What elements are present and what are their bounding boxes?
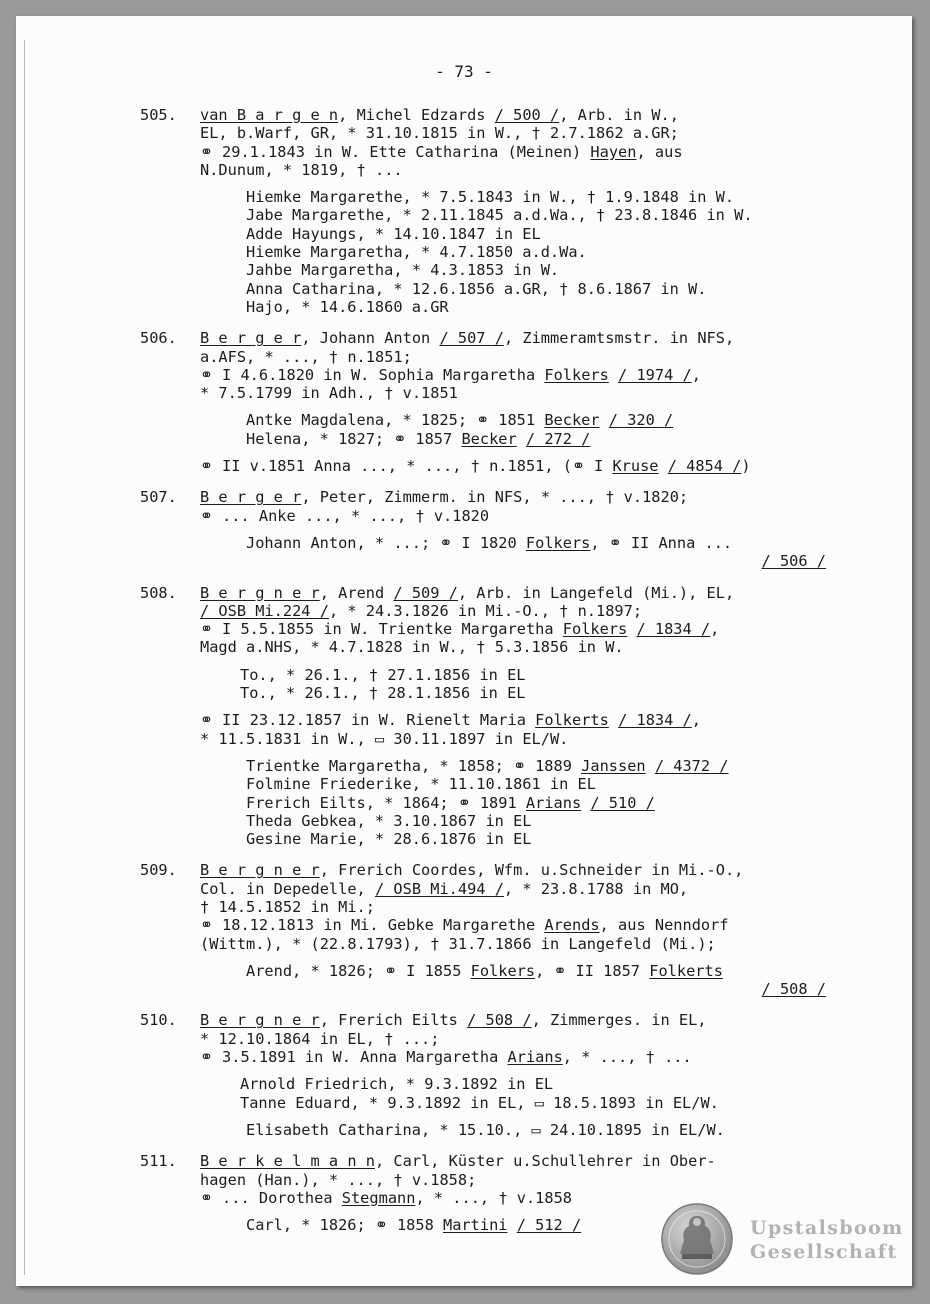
logo-text	[750, 1216, 904, 1264]
text-run: , Johann Anton	[301, 329, 440, 348]
text-run: Magd a.NHS, * 4.7.1828 in W., † 5.3.1856 in W.	[200, 638, 624, 657]
text-run: Gesine Marie, * 28.6.1876 in EL	[246, 830, 532, 849]
text-run: , Frerich Coordes, Wfm. u.Schneider in Mi.-O.,	[319, 861, 744, 880]
entry-507	[140, 488, 880, 570]
entry-line	[200, 488, 880, 506]
text-run: Elisabeth Catharina, * 15.10., ▭ 24.10.1895 in EL/W.	[246, 1120, 725, 1139]
underlined-text: B e r g n e r	[200, 861, 320, 880]
text-run: , * 23.8.1788 in MO,	[503, 879, 689, 898]
underlined-text: Stegmann	[341, 1188, 416, 1207]
entry-number: 505.	[140, 106, 177, 124]
text-run	[659, 457, 668, 475]
underlined-text: / 510 /	[590, 793, 655, 812]
text-run: EL, b.Warf, GR, * 31.10.1815 in W., † 2.7.1862 a.GR;	[200, 124, 679, 143]
text-run: , ⚭ II 1857	[535, 961, 650, 980]
child-line	[200, 830, 880, 848]
entry-number: 511.	[140, 1152, 177, 1171]
child-line: Anna Catharina, * 12.6.1856 a.GR, † 8.6.1867 in W.	[246, 279, 707, 298]
underlined-text: Folkerts	[535, 711, 609, 730]
spacer	[200, 1112, 880, 1121]
underlined-text: Folkerts	[649, 961, 723, 980]
entry-line	[200, 916, 880, 934]
text-run: a.AFS, * ..., † n.1851;	[200, 347, 412, 366]
text-run: ,	[691, 365, 701, 384]
underlined-text: B e r g n e r	[200, 583, 320, 602]
underlined-text: Kruse	[612, 457, 659, 476]
text-run: , Arend	[319, 583, 394, 602]
underlined-text: B e r g e r	[200, 488, 302, 507]
text-run: ,	[710, 620, 720, 639]
entry-line	[200, 602, 880, 620]
underlined-text: Janssen	[581, 756, 646, 775]
text-run: , * ..., † ...	[562, 1048, 692, 1067]
entry-line	[200, 384, 880, 402]
underlined-text: B e r k e l m a n n	[200, 1152, 375, 1171]
entry-line	[200, 861, 880, 879]
entry-line	[200, 161, 880, 179]
text-run: Folmine Friederike, * 11.10.1861 in EL	[246, 775, 596, 794]
entry-line	[200, 898, 880, 916]
text-run: ,	[691, 711, 701, 730]
entry-list	[140, 106, 880, 1247]
child-line	[200, 430, 880, 448]
underlined-text: / OSB Mi.494 /	[374, 879, 504, 898]
text-run: ⚭ 18.12.1813 in Mi. Gebke Margarethe	[200, 916, 545, 935]
underlined-text: Becker	[461, 429, 517, 448]
text-run: Helena, * 1827; ⚭ 1857	[246, 429, 462, 448]
entry-509	[140, 861, 880, 998]
text-run: hagen (Han.), * ..., † v.1858;	[200, 1170, 477, 1189]
child-line	[200, 534, 880, 552]
text-run: , Zimmeramtsmstr. in NFS,	[503, 329, 735, 348]
text-run: * 11.5.1831 in W., ▭ 30.11.1897 in EL/W.	[200, 729, 569, 748]
underlined-text: / 507 /	[439, 329, 504, 348]
entry-506	[140, 329, 880, 475]
entry-line	[200, 1048, 880, 1066]
underlined-text: Folkers	[470, 961, 536, 980]
entry-510	[140, 1011, 880, 1139]
entry-number: 507.	[140, 488, 177, 507]
text-run: , Peter, Zimmerm. in NFS, * ..., † v.1820;	[301, 488, 689, 507]
text-run: Trientke Margaretha, * 1858; ⚭ 1889	[246, 756, 582, 775]
underlined-text: / 509 /	[393, 583, 458, 602]
text-run: ⚭ II 23.12.1857 in W. Rienelt Maria	[200, 711, 536, 730]
child-line	[200, 812, 880, 830]
text-run: ⚭ I 5.5.1855 in W. Trientke Margaretha	[200, 620, 563, 639]
underlined-text: / 1974 /	[618, 365, 692, 384]
text-run: , Arb. in W.,	[559, 106, 679, 124]
underlined-text: Arians	[525, 793, 582, 812]
text-run: , aus	[636, 142, 683, 161]
text-run: , Frerich Eilts	[319, 1011, 468, 1030]
underlined-text: Folkers	[525, 533, 591, 552]
child-line: Jabe Margarethe, * 2.11.1845 a.d.Wa., † 23.8.1846 in W.	[246, 206, 753, 225]
text-run: (Wittm.), * (22.8.1793), † 31.7.1866 in Langefeld (Mi.);	[200, 934, 716, 953]
underlined-text: Arians	[507, 1048, 563, 1067]
society-logo	[660, 1202, 904, 1280]
child-line: Hajo, * 14.6.1860 a.GR	[246, 297, 449, 316]
text-run: ⚭ ... Dorothea	[200, 1188, 342, 1207]
text-run	[581, 794, 590, 812]
child-line: Hiemke Margarethe, * 7.5.1843 in W., † 1.9.1848 in W.	[246, 188, 735, 207]
entry-line	[200, 880, 880, 898]
entry-line	[200, 638, 880, 656]
entry-line	[200, 366, 880, 384]
entry-line	[200, 124, 880, 142]
spacer	[200, 448, 880, 457]
text-run	[507, 1216, 516, 1234]
underlined-text: Folkers	[562, 620, 628, 639]
underlined-text: / 272 /	[525, 429, 591, 448]
underlined-text: / 320 /	[608, 411, 674, 430]
text-run: , ⚭ II Anna ...	[590, 533, 733, 552]
text-run: Johann Anton, * ...; ⚭ I 1820	[246, 533, 526, 552]
entry-number: 509.	[140, 861, 177, 880]
entry-line	[200, 1030, 880, 1048]
text-run: , Carl, Küster u.Schullehrer in Ober-	[374, 1152, 716, 1171]
text-run: , Zimmerges. in EL,	[531, 1011, 707, 1030]
text-run: * 7.5.1799 in Adh., † v.1851	[200, 384, 458, 403]
underlined-text: B e r g n e r	[200, 1011, 320, 1030]
spacer	[200, 657, 880, 666]
entry-line	[200, 584, 880, 602]
text-run: ⚭ ... Anke ..., * ..., † v.1820	[200, 506, 490, 525]
child-line: Jahbe Margaretha, * 4.3.1853 in W.	[246, 261, 560, 280]
text-run: , Arb. in Langefeld (Mi.), EL,	[457, 583, 735, 602]
spacer	[200, 1066, 880, 1075]
text-run: Antke Magdalena, * 1825; ⚭ 1851	[246, 411, 545, 430]
entry-line	[200, 935, 880, 953]
text-run: )	[741, 457, 751, 476]
spacer	[200, 525, 880, 534]
underlined-text: Arends	[544, 916, 600, 935]
text-run	[609, 366, 618, 384]
entry-line	[200, 620, 880, 638]
entry-line	[200, 348, 880, 366]
twin-child: Tanne Eduard, * 9.3.1892 in EL, ▭ 18.5.1893 in EL/W.	[240, 1093, 719, 1112]
underlined-text: / 506 /	[761, 552, 826, 571]
underlined-text: B e r g e r	[200, 329, 302, 348]
text-run	[646, 757, 655, 775]
child-line	[200, 775, 880, 793]
twin-child: Arnold Friedrich, * 9.3.1892 in EL	[240, 1075, 554, 1094]
text-run: , aus Nenndorf	[599, 916, 729, 935]
underlined-text: / 1834 /	[636, 620, 711, 639]
text-run: Arend, * 1826; ⚭ I 1855	[246, 961, 471, 980]
text-run: , * ..., † v.1858	[415, 1188, 573, 1207]
underlined-text: / 1834 /	[618, 711, 692, 730]
text-run: Carl, * 1826; ⚭ 1858	[246, 1216, 444, 1235]
text-run: ⚭ I 4.6.1820 in W. Sophia Margaretha	[200, 365, 545, 384]
entry-number: 508.	[140, 583, 177, 602]
underlined-text: / 4372 /	[654, 756, 729, 775]
text-run: ⚭ 29.1.1843 in W. Ette Catharina (Meinen)	[200, 142, 591, 161]
entry-number: 510.	[140, 1011, 177, 1030]
spacer	[200, 953, 880, 962]
underlined-text: / 508 /	[467, 1011, 532, 1030]
margin-rule	[24, 40, 25, 1275]
entry-line	[200, 711, 880, 729]
text-run: † 14.5.1852 in Mi.;	[200, 897, 375, 916]
twin-child: To., * 26.1., † 27.1.1856 in EL	[240, 665, 526, 684]
spacer	[200, 748, 880, 757]
text-run: Theda Gebkea, * 3.10.1867 in EL	[246, 811, 532, 830]
child-line	[200, 757, 880, 775]
entry-line	[200, 1171, 880, 1189]
underlined-text: / 512 /	[516, 1216, 582, 1235]
spacer	[200, 402, 880, 411]
spacer	[200, 702, 880, 711]
child-line: Hiemke Margaretha, * 4.7.1850 a.d.Wa.	[246, 243, 587, 262]
document-page	[16, 16, 912, 1286]
child-line	[200, 411, 880, 429]
child-line: Adde Hayungs, * 14.10.1847 in EL	[246, 224, 541, 243]
spacer	[200, 179, 880, 188]
underlined-text: Martini	[443, 1216, 508, 1235]
text-run: Col. in Depedelle,	[200, 879, 375, 898]
seal-icon	[660, 1202, 734, 1276]
child-line	[200, 962, 880, 980]
underlined-text: van B a r g e n	[200, 106, 339, 124]
text-run: N.Dunum, * 1819, † ...	[200, 160, 403, 179]
text-run	[600, 411, 609, 429]
logo-line-2: Gesellschaft	[750, 1241, 898, 1263]
underlined-text: / 508 /	[761, 980, 826, 999]
text-run: , * 24.3.1826 in Mi.-O., † n.1897;	[328, 601, 643, 620]
entry-line	[200, 329, 880, 347]
entry-line	[200, 507, 880, 525]
entry-number: 506.	[140, 329, 177, 348]
text-run: Frerich Eilts, * 1864; ⚭ 1891	[246, 793, 526, 812]
entry-line	[200, 730, 880, 748]
logo-line-1: Upstalsboom	[750, 1217, 904, 1239]
text-run	[609, 711, 618, 729]
text-run: , Michel Edzards	[338, 106, 495, 124]
underlined-text: / OSB Mi.224 /	[200, 601, 329, 620]
text-run	[517, 430, 526, 448]
text-run: ⚭ 3.5.1891 in W. Anna Margaretha	[200, 1048, 508, 1067]
entry-508	[140, 584, 880, 849]
underlined-text: / 500 /	[494, 106, 560, 124]
text-run: ⚭ II v.1851 Anna ..., * ..., † n.1851, (⚭ I	[200, 457, 613, 476]
entry-line	[200, 457, 880, 475]
cross-reference	[200, 980, 880, 998]
entry-505	[140, 106, 880, 316]
text-run: * 12.10.1864 in EL, † ...;	[200, 1029, 440, 1048]
entry-line	[200, 143, 880, 161]
page-number: - 73 -	[435, 62, 493, 81]
underlined-text: Hayen	[590, 142, 637, 161]
cross-reference	[200, 552, 880, 570]
entry-line	[200, 106, 880, 124]
entry-line	[200, 1011, 880, 1029]
underlined-text: Becker	[544, 411, 600, 430]
underlined-text: / 4854 /	[667, 457, 742, 476]
underlined-text: Folkers	[544, 365, 609, 384]
child-line	[200, 1121, 880, 1139]
twin-child: To., * 26.1., † 28.1.1856 in EL	[240, 684, 526, 703]
child-line	[200, 794, 880, 812]
entry-line	[200, 1152, 880, 1170]
